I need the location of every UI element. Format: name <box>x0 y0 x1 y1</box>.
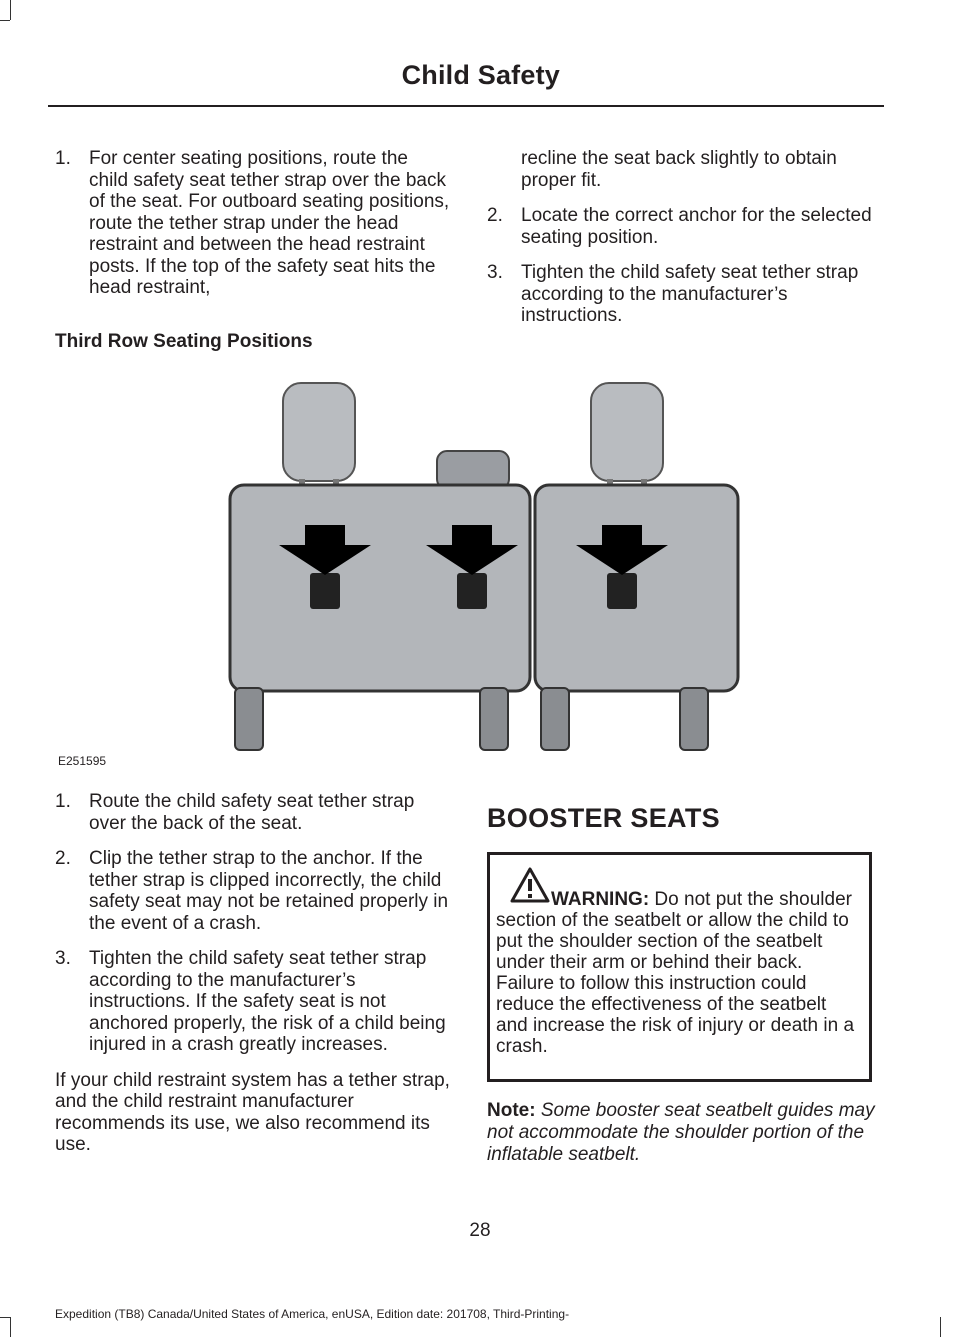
header-rule <box>48 105 884 107</box>
page-footer: Expedition (TB8) Canada/United States of America, enUSA, Edition date: 201708, Third-Printing- <box>55 1307 570 1321</box>
top-left-column <box>55 148 450 313</box>
list-text: Locate the correct anchor for the selected seating position. <box>521 205 872 248</box>
head-restraint-right <box>591 383 663 493</box>
warning-text: Do not put the shoulder section of the seatbelt or allow the child to put the shoulder section of the seatbelt under their arm or behind their back. Failure to follow this instruction could reduce the effectiveness of the seatbelt and increase the risk of injury or death in a crash. <box>496 889 855 1057</box>
list-text: For center seating positions, route the child safety seat tether strap over the back of the seat. For outboard seating positions, route the tether strap under the head restraint and between the head restraint posts. If the top of the safety seat hits the head restraint, <box>89 148 450 298</box>
list-number: 1. <box>55 791 71 812</box>
list-number: 3. <box>55 948 71 969</box>
note-text: Some booster seat seatbelt guides may not accommodate the shoulder portion of the inflatable seatbelt. <box>487 1100 875 1165</box>
list-item <box>487 205 882 248</box>
top-right-column <box>487 148 882 341</box>
bottom-left-list <box>55 791 450 1056</box>
list-text: Tighten the child safety seat tether strap according to the manufacturer’s instructions. <box>521 262 859 326</box>
list-item <box>55 848 450 934</box>
head-restraint-center <box>437 451 509 489</box>
list-item <box>487 262 882 327</box>
bottom-left-column <box>55 791 450 1156</box>
booster-seats-title: BOOSTER SEATS <box>487 803 720 833</box>
crop-mark <box>10 1317 11 1337</box>
list-continuation: recline the seat back slightly to obtain proper fit. <box>521 148 837 191</box>
seat-legs <box>235 688 708 750</box>
list-text: Clip the tether strap to the anchor. If the tether strap is clipped incorrectly, the child safety seat may not be retained properly in the event of a crash. <box>89 848 449 934</box>
tether-paragraph: If your child restraint system has a tether strap, and the child restraint manufacturer recommends its use, we also recommend its use. <box>55 1069 450 1155</box>
tether-anchor <box>607 573 637 609</box>
list-number: 2. <box>487 205 503 226</box>
third-row-heading: Third Row Seating Positions <box>55 331 313 352</box>
tether-anchor <box>457 573 487 609</box>
list-text: Route the child safety seat tether strap over the back of the seat. <box>89 791 415 834</box>
list-item <box>55 791 450 834</box>
warning-label: WARNING: <box>551 889 650 910</box>
crop-mark <box>10 0 11 20</box>
list-number: 2. <box>55 848 71 869</box>
page-header-title: Child Safety <box>401 60 560 90</box>
tether-anchor <box>310 573 340 609</box>
list-item <box>55 948 450 1056</box>
crop-mark <box>940 1317 941 1337</box>
list-number: 1. <box>55 148 71 169</box>
list-item <box>55 148 450 299</box>
figure-code: E251595 <box>58 754 107 768</box>
note-block <box>487 1100 882 1166</box>
list-text: Tighten the child safety seat tether strap according to the manufacturer’s instructions. If the safety seat is not anchored properly, the risk of a child being injured in a crash greatly increases. <box>89 948 446 1055</box>
third-row-seat-illustration <box>55 363 882 773</box>
warning-triangle-icon <box>510 867 550 903</box>
top-left-list <box>55 148 450 299</box>
crop-mark <box>0 20 10 21</box>
crop-mark <box>0 1317 10 1318</box>
head-restraint-left <box>283 383 355 493</box>
note-label: Note: <box>487 1100 536 1121</box>
page-number: 28 <box>469 1220 491 1241</box>
warning-box <box>487 852 872 1082</box>
warning-text-block <box>496 889 854 1057</box>
top-right-list <box>487 205 882 327</box>
list-number: 3. <box>487 262 503 283</box>
